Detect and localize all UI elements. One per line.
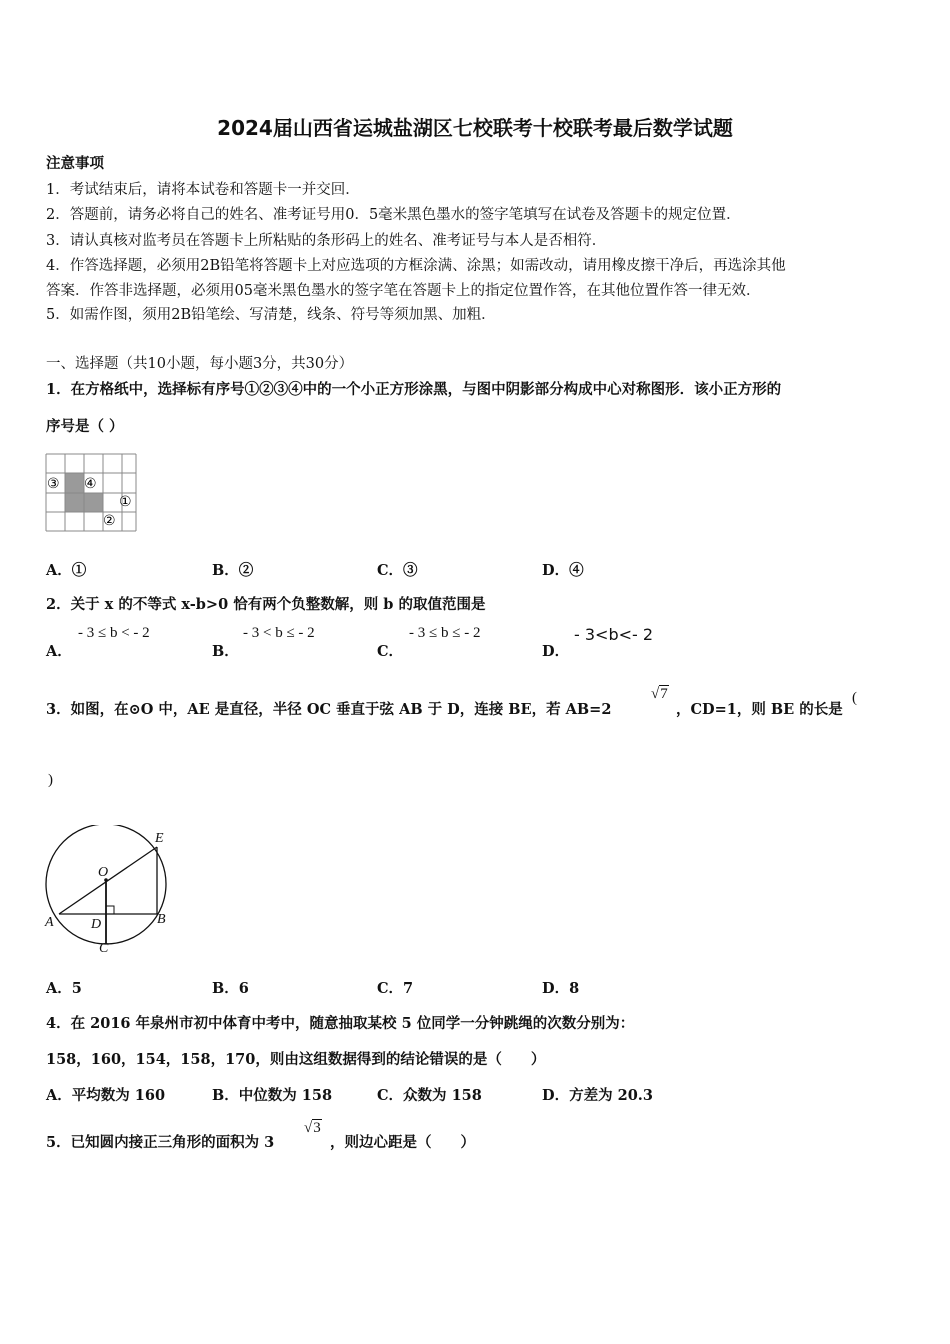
q1-stem: 1．在方格纸中，选择标有序号①②③④中的一个小正方形涂黑，与图中阴影部分构成中心对称图形．该小正方形的 — [46, 381, 782, 398]
q4-stem-2: 158，160，154，158，170，则由这组数据得到的结论错误的是（ ） — [46, 1051, 546, 1068]
q2-option-b-letter[interactable]: B． — [212, 643, 239, 660]
q4-option-a[interactable]: A．平均数为 160 — [46, 1087, 166, 1104]
q2-option-a-letter[interactable]: A． — [46, 643, 72, 660]
q4-option-b[interactable]: B．中位数为 158 — [212, 1087, 333, 1104]
q3-option-b[interactable]: B．6 — [212, 980, 249, 997]
q1-option-d[interactable]: D．④ — [542, 562, 584, 579]
section-heading: 一、选择题（共10小题，每小题3分，共30分） — [46, 356, 354, 372]
grid-label-3: ③ — [47, 476, 60, 492]
q5-sqrt-arg: 3 — [313, 1120, 321, 1136]
q2-option-b-expr: - 3 < b ≤ - 2 — [243, 625, 315, 641]
q2-option-d-expr: - 3<b<- 2 — [574, 625, 654, 644]
q3-sqrt: √7 — [651, 686, 668, 702]
q1-stem-2: 序号是（ ） — [46, 418, 124, 435]
q2-option-c-letter[interactable]: C． — [377, 643, 404, 660]
q5-stem-b: ，则边心距是（ ） — [330, 1134, 475, 1151]
q3-sqrt-arg: 7 — [660, 686, 668, 702]
notice-item: 5．如需作图，须用2B铅笔绘、写清楚，线条、符号等须加黑、加粗． — [46, 307, 496, 323]
label-c: C — [99, 941, 109, 956]
q3-option-d[interactable]: D．8 — [542, 980, 580, 997]
q2-stem: 2．关于 x 的不等式 x-b>0 恰有两个负整数解，则 b 的取值范围是 — [46, 596, 486, 613]
q3-stem-a: 3．如图，在⊙O 中，AE 是直径，半径 OC 垂直于弦 AB 于 D，连接 BE，若 AB=2 — [46, 701, 612, 718]
q1-option-b[interactable]: B．② — [212, 562, 254, 579]
q5-sqrt: √3 — [304, 1120, 321, 1136]
q2-option-a-expr: - 3 ≤ b < - 2 — [78, 625, 150, 641]
q3-circle-figure — [40, 825, 180, 960]
q3-stem-b: ，CD=1，则 BE 的长是 — [676, 701, 843, 718]
grid-label-4: ④ — [84, 476, 97, 492]
notice-item: 答案．作答非选择题，必须用05毫米黑色墨水的签字笔在答题卡上的指定位置作答，在其他位置作答一律无效． — [46, 283, 761, 299]
q4-option-d[interactable]: D．方差为 20.3 — [542, 1087, 653, 1104]
q3-option-a[interactable]: A．5 — [46, 980, 82, 997]
q1-option-a[interactable]: A．① — [46, 562, 87, 579]
label-o: O — [98, 865, 109, 880]
notice-item: 1．考试结束后，请将本试卷和答题卡一并交回． — [46, 182, 360, 198]
q4-option-c[interactable]: C．众数为 158 — [377, 1087, 482, 1104]
label-a: A — [45, 915, 54, 930]
grid-label-1: ① — [119, 494, 132, 510]
label-d: D — [91, 917, 102, 932]
notice-item: 4．作答选择题，必须用2B铅笔将答题卡上对应选项的方框涂满、涂黑；如需改动，请用橡皮擦干净后，再选涂其他 — [46, 258, 786, 274]
page-title: 2024届山西省运城盐湖区七校联考十校联考最后数学试题 — [217, 116, 733, 140]
q3-close-paren: ) — [48, 772, 53, 788]
label-b: B — [157, 912, 166, 927]
notice-item: 2．答题前，请务必将自己的姓名、准考证号用0．5毫米黑色墨水的签字笔填写在试卷及答题卡的规定位置． — [46, 207, 741, 223]
q2-option-d-letter[interactable]: D． — [542, 643, 570, 660]
grid-label-2: ② — [103, 513, 116, 529]
q1-option-c[interactable]: C．③ — [377, 562, 418, 579]
q5-stem-a: 5．已知圆内接正三角形的面积为 3 — [46, 1134, 275, 1151]
q4-stem: 4．在 2016 年泉州市初中体育中考中，随意抽取某校 5 位同学一分钟跳绳的次数分别为： — [46, 1015, 635, 1032]
q3-option-c[interactable]: C．7 — [377, 980, 414, 997]
q1-grid-figure — [44, 453, 138, 533]
q3-open-paren: ( — [852, 690, 857, 706]
notice-item: 3．请认真核对监考员在答题卡上所粘贴的条形码上的姓名、准考证号与本人是否相符． — [46, 233, 607, 249]
label-e: E — [155, 831, 164, 846]
notice-heading: 注意事项 — [46, 155, 104, 172]
q2-option-c-expr: - 3 ≤ b ≤ - 2 — [409, 625, 481, 641]
